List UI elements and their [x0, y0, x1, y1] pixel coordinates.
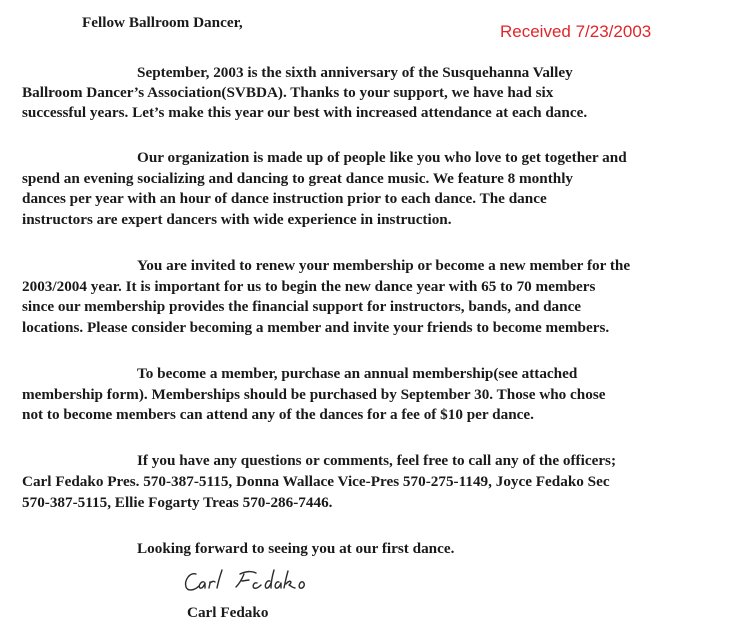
paragraph-2-line-2: spend an evening socializing and dancing to great dance music. We feature 8 monthly: [22, 170, 574, 187]
signer-name: Carl Fedako: [187, 604, 269, 621]
paragraph-2-line-4: instructors are expert dancers with wide experience in instruction.: [22, 211, 452, 228]
closing-line: Looking forward to seeing you at our first dance.: [137, 540, 455, 557]
paragraph-2-line-3: dances per year with an hour of dance instruction prior to each dance. The dance: [22, 190, 547, 207]
received-stamp: Received 7/23/2003: [500, 22, 652, 41]
paragraph-5-line-3: 570-387-5115, Ellie Fogarty Treas 570-286-7446.: [22, 494, 333, 511]
salutation: Fellow Ballroom Dancer,: [82, 14, 243, 31]
paragraph-3-line-1: You are invited to renew your membership or become a new member for the: [137, 257, 631, 274]
paragraph-5-line-1: If you have any questions or comments, feel free to call any of the officers;: [137, 452, 617, 469]
paragraph-1-line-1: September, 2003 is the sixth anniversary of the Susquehanna Valley: [137, 64, 573, 81]
paragraph-3-line-3: since our membership provides the financial support for instructors, bands, and dance: [22, 298, 582, 315]
paragraph-1-line-2: Ballroom Dancer’s Association(SVBDA). Thanks to your support, we have had six: [22, 84, 554, 101]
paragraph-3-line-2: 2003/2004 year. It is important for us to begin the new dance year with 65 to 70 members: [22, 278, 596, 295]
paragraph-4-line-3: not to become members can attend any of the dances for a fee of $10 per dance.: [22, 406, 534, 423]
paragraph-2-line-1: Our organization is made up of people like you who love to get together and: [137, 149, 627, 166]
handwritten-signature: [182, 566, 342, 596]
paragraph-5-line-2: Carl Fedako Pres. 570-387-5115, Donna Wallace Vice-Pres 570-275-1149, Joyce Fedako Sec: [22, 473, 610, 490]
paragraph-4-line-2: membership form). Memberships should be purchased by September 30. Those who chose: [22, 386, 606, 403]
paragraph-1-line-3: successful years. Let’s make this year our best with increased attendance at each dance.: [22, 104, 588, 121]
paragraph-3-line-4: locations. Please consider becoming a member and invite your friends to become members.: [22, 319, 610, 336]
paragraph-4-line-1: To become a member, purchase an annual membership(see attached: [137, 365, 578, 382]
